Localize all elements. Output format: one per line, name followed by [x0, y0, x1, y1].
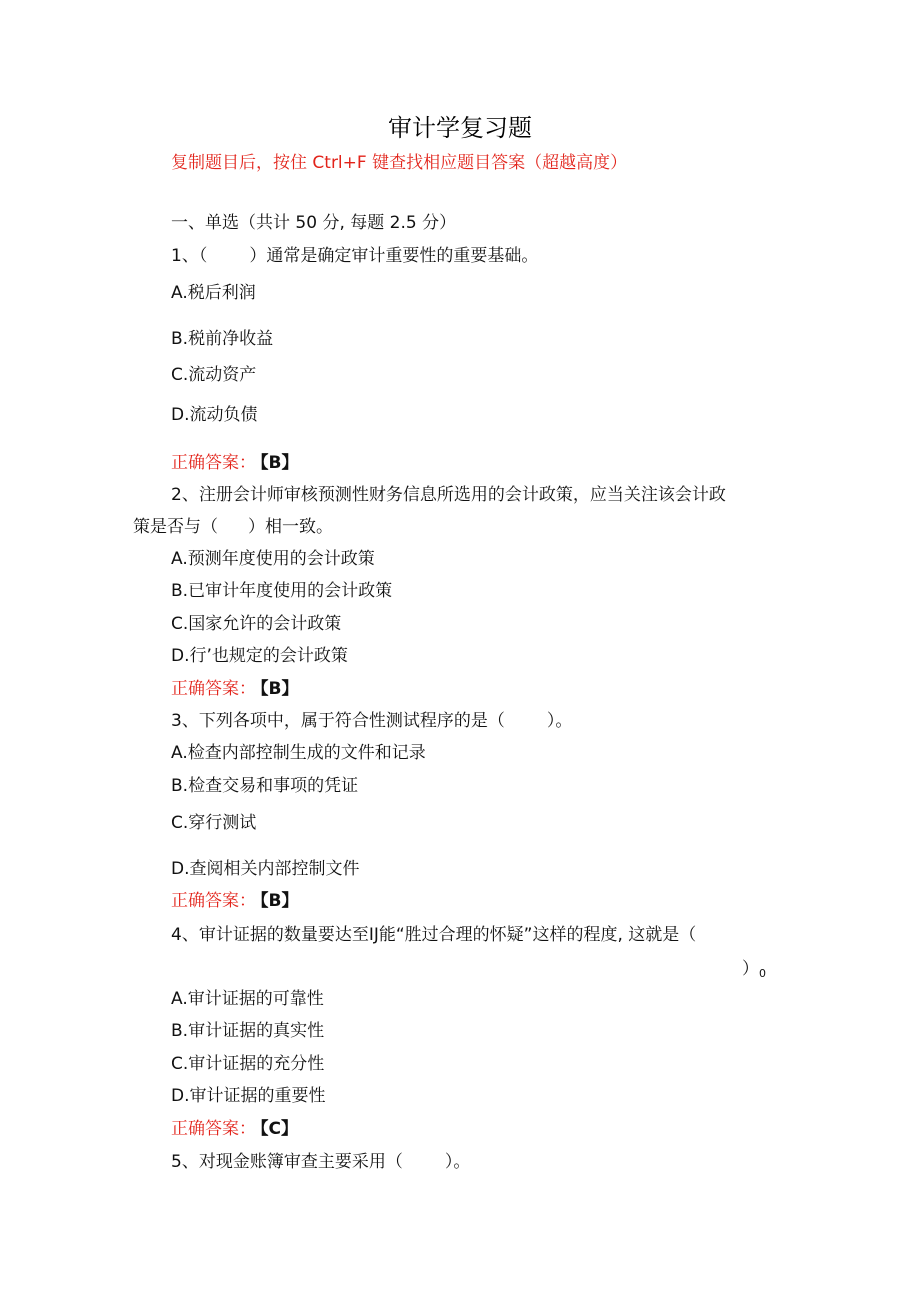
search-notice: 复制题目后，按住 Ctrl+F 键查找相应题目答案（超越高度）: [171, 153, 628, 173]
question-3-option-c: C.穿行测试: [171, 813, 257, 833]
question-4-stem-line1: 4、审计证据的数量要达至IJ能“胜过合理的怀疑”这样的程度, 这就是（: [171, 925, 697, 945]
question-1-stem: 1、（ ）通常是确定审计重要性的重要基础。: [171, 246, 539, 266]
question-1-answer: 正确答案： 【B】: [171, 453, 299, 473]
question-4-option-b: B.审计证据的真实性: [171, 1021, 325, 1041]
question-2-answer: 正确答案： 【B】: [171, 679, 299, 699]
question-5-stem: 5、对现金账簿审查主要采用（ ）。: [171, 1152, 471, 1172]
question-4-stem-tail: ）0: [742, 959, 766, 980]
question-3-stem: 3、下列各项中，属于符合性测试程序的是（ ）。: [171, 711, 573, 731]
question-1-option-b: B.税前净收益: [171, 329, 274, 349]
question-3-option-a: A.检查内部控制生成的文件和记录: [171, 743, 426, 763]
question-4-option-c: C.审计证据的充分性: [171, 1054, 325, 1074]
question-3-answer: 正确答案： 【B】: [171, 891, 299, 911]
question-2-option-b: B.已审计年度使用的会计政策: [171, 581, 393, 601]
document-title: 审计学复习题: [388, 114, 532, 142]
question-1-option-c: C.流动资产: [171, 365, 257, 385]
question-4-option-a: A.审计证据的可靠性: [171, 989, 324, 1009]
question-2-option-a: A.预测年度使用的会计政策: [171, 549, 375, 569]
question-2-stem-line2: 策是否与（ ）相一致。: [133, 517, 333, 537]
question-3-option-d: D.查阅相关内部控制文件: [171, 859, 360, 879]
section-heading: 一、单选（共计 50 分, 每题 2.5 分）: [171, 213, 457, 233]
question-1-option-a: A.税后利润: [171, 283, 256, 303]
question-4-answer: 正确答案： 【C】: [171, 1119, 298, 1139]
question-2-option-c: C.国家允许的会计政策: [171, 614, 342, 634]
question-4-option-d: D.审计证据的重要性: [171, 1086, 326, 1106]
question-2-option-d: D.行’也规定的会计政策: [171, 646, 348, 666]
question-1-option-d: D.流动负债: [171, 405, 258, 425]
question-3-option-b: B.检查交易和事项的凭证: [171, 776, 359, 796]
question-2-stem-line1: 2、注册会计师审核预测性财务信息所选用的会计政策，应当关注该会计政: [171, 485, 726, 505]
